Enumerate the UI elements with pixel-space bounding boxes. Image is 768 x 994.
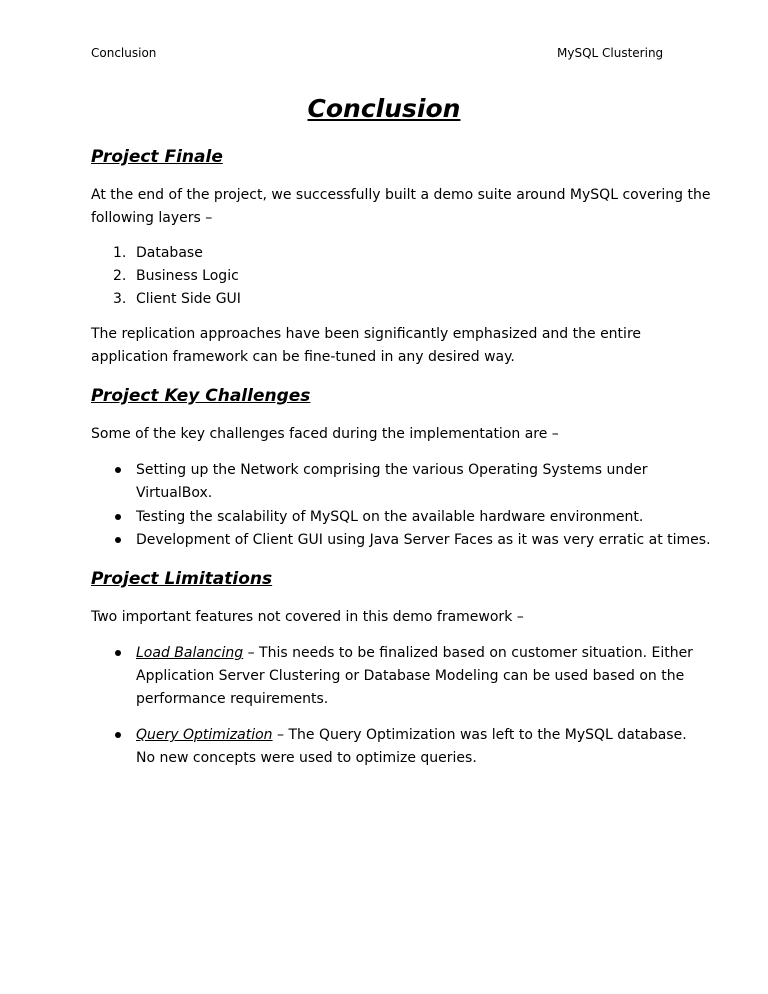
term-description: – The Query Optimization was left to the MySQL database. [272, 727, 687, 743]
list-item-line: Testing the scalability of MySQL on the available hardware environment. [136, 509, 644, 525]
list-item-text [136, 529, 711, 552]
heading-project-limitations: Project Limitations [91, 569, 273, 589]
bullet-icon [115, 514, 121, 520]
list-item-text [136, 642, 696, 711]
paragraph-line: application framework can be fine-tuned in any desired way. [91, 349, 515, 365]
heading-project-finale: Project Finale [91, 147, 223, 167]
list-number: 3. [113, 291, 127, 307]
list-number: 1. [113, 245, 127, 261]
bullet-icon [115, 650, 121, 656]
running-header-right: MySQL Clustering [557, 46, 664, 60]
paragraph-line: following layers – [91, 210, 213, 226]
list-item-line [136, 724, 696, 747]
term-description: – This needs to be finalized based on customer situation. Either [243, 645, 693, 661]
list-item-line: Application Server Clustering or Database Modeling can be used based on the [136, 668, 685, 684]
finale-closing-paragraph [91, 323, 691, 369]
challenges-intro-paragraph: Some of the key challenges faced during the implementation are – [91, 426, 559, 442]
list-item-line: Development of Client GUI using Java Server Faces as it was very erratic at times. [136, 532, 711, 548]
finale-intro-paragraph [91, 184, 711, 230]
bullet-icon [115, 467, 121, 473]
bullet-icon [115, 537, 121, 543]
list-item-text [136, 724, 696, 770]
paragraph-line: At the end of the project, we successfully built a demo suite around MySQL covering the [91, 187, 711, 203]
list-item-line: No new concepts were used to optimize queries. [136, 750, 477, 766]
running-header-left: Conclusion [91, 46, 157, 60]
page-title: Conclusion [307, 94, 461, 123]
term-load-balancing: Load Balancing [136, 645, 244, 661]
list-item-line [136, 642, 696, 665]
list-item-line: VirtualBox. [136, 485, 213, 501]
list-item-text [136, 506, 696, 529]
paragraph-line: The replication approaches have been significantly emphasized and the entire [91, 326, 641, 342]
list-item-text: Database [136, 245, 203, 261]
heading-project-key-challenges: Project Key Challenges [91, 386, 311, 406]
list-item-text [136, 459, 696, 505]
list-item-text: Business Logic [136, 268, 239, 284]
bullet-icon [115, 732, 121, 738]
list-number: 2. [113, 268, 127, 284]
list-item-text: Client Side GUI [136, 291, 241, 307]
list-item-line: Setting up the Network comprising the various Operating Systems under [136, 462, 648, 478]
list-item-line: performance requirements. [136, 691, 329, 707]
term-query-optimization: Query Optimization [136, 727, 273, 743]
limitations-intro-paragraph: Two important features not covered in this demo framework – [91, 609, 524, 625]
